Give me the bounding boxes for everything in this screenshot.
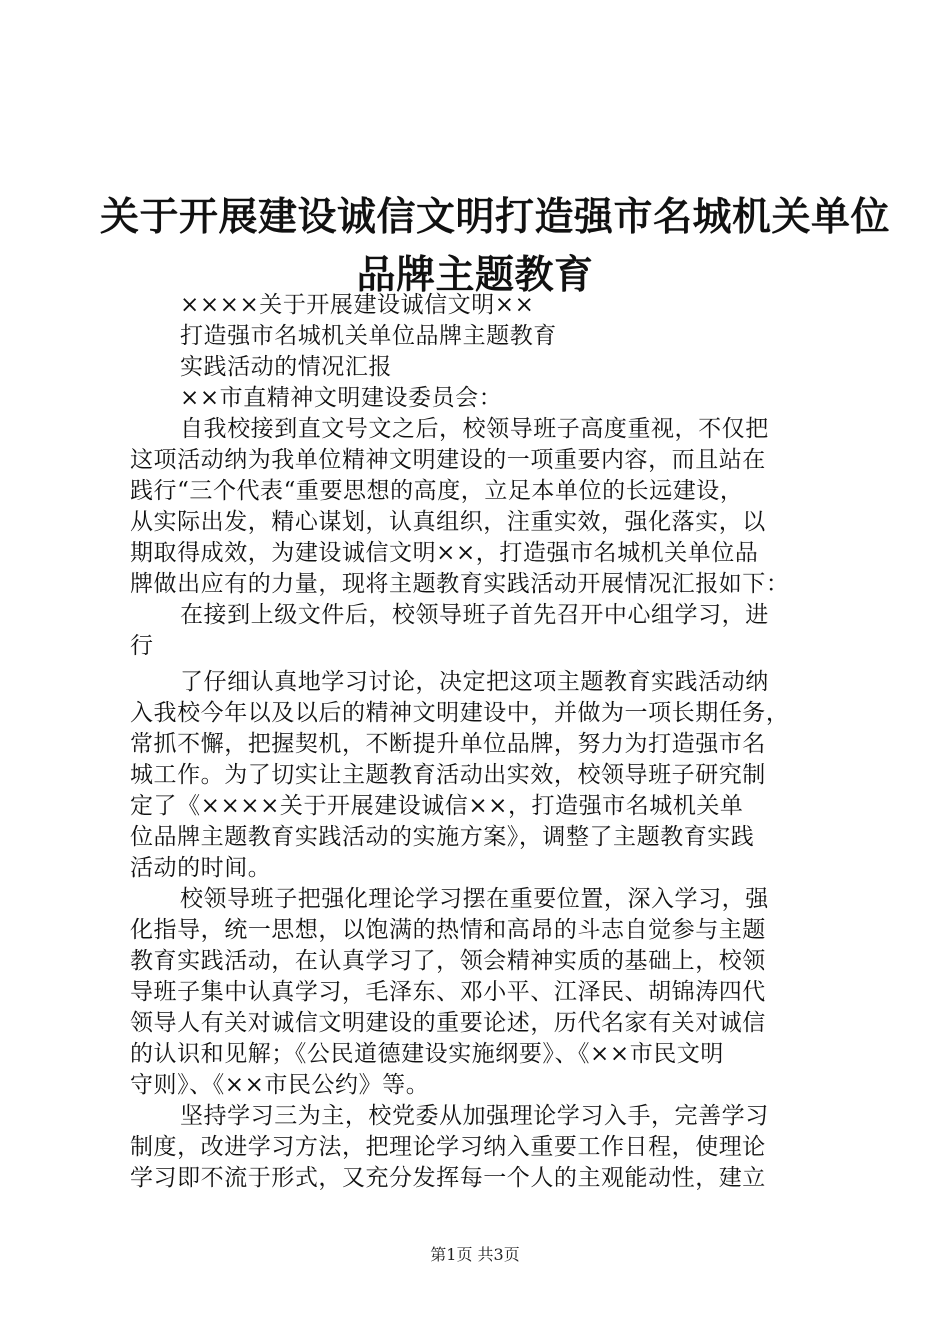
body-line: 这项活动纳为我单位精神文明建设的一项重要内容，而且站在 [130,447,766,473]
page-number-footer: 第1页 共3页 [430,1245,520,1264]
body-line: 定了《××××关于开展建设诚信××，打造强市名城机关单 [130,793,744,819]
document-body [130,290,830,1194]
body-line: 牌做出应有的力量，现将主题教育实践活动开展情况汇报如下： [130,571,790,597]
body-line: 入我校今年以及以后的精神文明建设中，并做为一项长期任务， [130,700,790,726]
body-line: 常抓不懈，把握契机，不断提升单位品牌，努力为打造强市名 [130,731,766,757]
body-line: 教育实践活动，在认真学习了，领会精神实质的基础上，校领 [130,948,766,974]
body-line: 在接到上级文件后，校领导班子首先召开中心组学习，进 [180,602,769,628]
body-line: 的认识和见解；《公民道德建设实施纲要》、《××市民文明 [130,1041,724,1067]
body-line: 导班子集中认真学习，毛泽东、邓小平、江泽民、胡锦涛四代 [130,979,766,1005]
body-line: 制度，改进学习方法，把理论学习纳入重要工作日程，使理论 [130,1134,766,1160]
body-line: 领导人有关对诚信文明建设的重要论述，历代名家有关对诚信 [130,1010,766,1036]
body-line: 城工作。为了切实让主题教育活动出实效，校领导班子研究制 [130,762,766,788]
body-line: 期取得成效，为建设诚信文明××，打造强市名城机关单位品 [130,540,759,566]
body-line: 学习即不流于形式，又充分发挥每一个人的主观能动性，建立 [130,1165,766,1191]
document-title-line1: 关于开展建设诚信文明打造强市名城机关单位 [100,195,891,240]
body-line: 坚持学习三为主，校党委从加强理论学习入手，完善学习 [180,1103,769,1129]
body-line: 化指导，统一思想，以饱满的热情和高昂的斗志自觉参与主题 [130,917,766,943]
body-line: 自我校接到直文号文之后，校领导班子高度重视，不仅把 [180,416,769,442]
body-line: 位品牌主题教育实践活动的实施方案》，调整了主题教育实践 [130,824,755,850]
document-title-line2: 品牌主题教育 [356,253,594,298]
body-line: 了仔细认真地学习讨论，决定把这项主题教育实践活动纳 [180,669,769,695]
body-line: ××××关于开展建设诚信文明×× [180,292,535,318]
body-line: 实践活动的情况汇报 [180,354,392,380]
body-line: 践行“三个代表“重要思想的高度，立足本单位的长远建设， [130,478,744,504]
body-line: 活动的时间。 [130,855,272,881]
body-line: 从实际出发，精心谋划，认真组织，注重实效，强化落实，以 [130,509,766,535]
body-line: 打造强市名城机关单位品牌主题教育 [180,323,557,349]
body-line: 行 [130,633,154,659]
body-line: 守则》、《××市民公约》等。 [130,1072,430,1098]
body-line: ××市直精神文明建设委员会： [180,385,503,411]
body-line: 校领导班子把强化理论学习摆在重要位置，深入学习，强 [180,886,769,912]
